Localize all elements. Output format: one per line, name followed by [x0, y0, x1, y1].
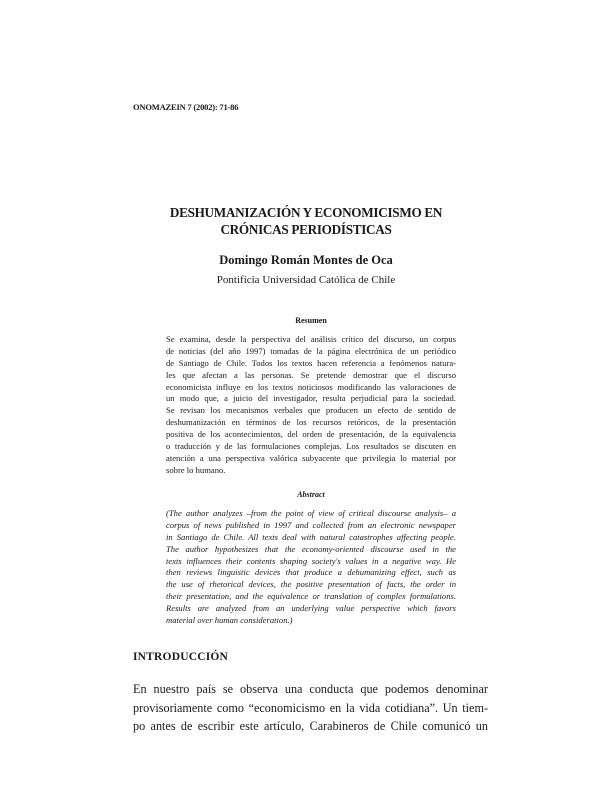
abstract-line: in Santiago de Chile. All texts deal with natural catastrophes affecting people. [166, 531, 456, 542]
resumen-line: atención a una perspectiva valórica subyacente que privilegia lo material por [166, 452, 456, 463]
body-line: provisoriamente como “economicismo en la vida cotidiana”. Un tiem- [133, 700, 488, 715]
title-line-2: CRÓNICAS PERIODÍSTICAS [220, 221, 392, 237]
body-line: po antes de escribir este artículo, Carabineros de Chile comunicó un [133, 719, 488, 734]
author-affiliation: Pontificia Universidad Católica de Chile [216, 274, 396, 286]
abstract-body [166, 508, 456, 627]
journal-citation: ONOMAZEIN 7 (2002): 71-86 [133, 102, 239, 112]
resumen-line: economicista influye en los textos noticiosos modificando las valoraciones de [166, 381, 456, 392]
resumen-line: les que afectan a las personas. Se pretende demostrar que el discurso [166, 369, 456, 380]
resumen-line: un modo que, a juicio del investigador, resulta perjudicial para la sociedad. [166, 393, 456, 404]
abstract-line: texts influences their contents shaping society's values in a negative way. He [166, 555, 456, 566]
title-line-1: DESHUMANIZACIÓN Y ECONOMICISMO EN [169, 205, 443, 220]
abstract-line: (The author analyzes –from the point of view of critical discourse analysis– a [166, 508, 456, 518]
introduction-body [133, 680, 488, 736]
resumen-body [166, 334, 456, 477]
resumen-line: Se examina, desde la perspectiva del análisis crítico del discurso, un corpus [166, 334, 456, 344]
resumen-line: Se revisan los mecanismos verbales que producen un efecto de sentido de [166, 405, 456, 416]
abstract-line: material over human consideration.) [166, 615, 293, 626]
resumen-line: de Santiago de Chile. Todos los textos hacen referencia a fenómenos natura- [166, 357, 456, 368]
resumen-line: positiva de los acontecimientos, del orden de presentación, de la equivalencia [166, 429, 456, 440]
abstract-line: The author hypothesizes that the economy-oriented discourse used in the [166, 543, 456, 554]
resumen-line: deshumanización en términos de los recursos retóricos, de la presentación [166, 417, 456, 428]
resumen-line: o traducción y de las formulaciones complejas. Los resultados se discuten en [166, 441, 456, 452]
article-title [130, 205, 482, 238]
resumen-heading: Resumen [295, 316, 327, 325]
abstract-heading: Abstract [297, 490, 325, 499]
introduction-heading: INTRODUCCIÓN [133, 651, 229, 663]
author-name: Domingo Román Montes de Oca [219, 253, 393, 267]
abstract-line: corpus of news published in 1997 and collected from an electronic newspaper [166, 519, 456, 530]
resumen-line: sobre lo humano. [166, 464, 226, 475]
abstract-line: their presentation, and the equivalence or translation of complex formulations. [166, 591, 456, 602]
abstract-line: Results are analyzed from an underlying value perspective which favors [166, 603, 456, 614]
body-line: En nuestro país se observa una conducta que podemos denominar [133, 682, 488, 696]
abstract-line: then reviews linguistic devices that produce a dehumanizing effect, such as [166, 567, 456, 578]
abstract-line: the use of rhetorical devices, the positive presentation of facts, the order in [166, 579, 456, 590]
resumen-line: de noticias (del año 1997) tomadas de la página electrónica de un periódico [166, 345, 456, 356]
